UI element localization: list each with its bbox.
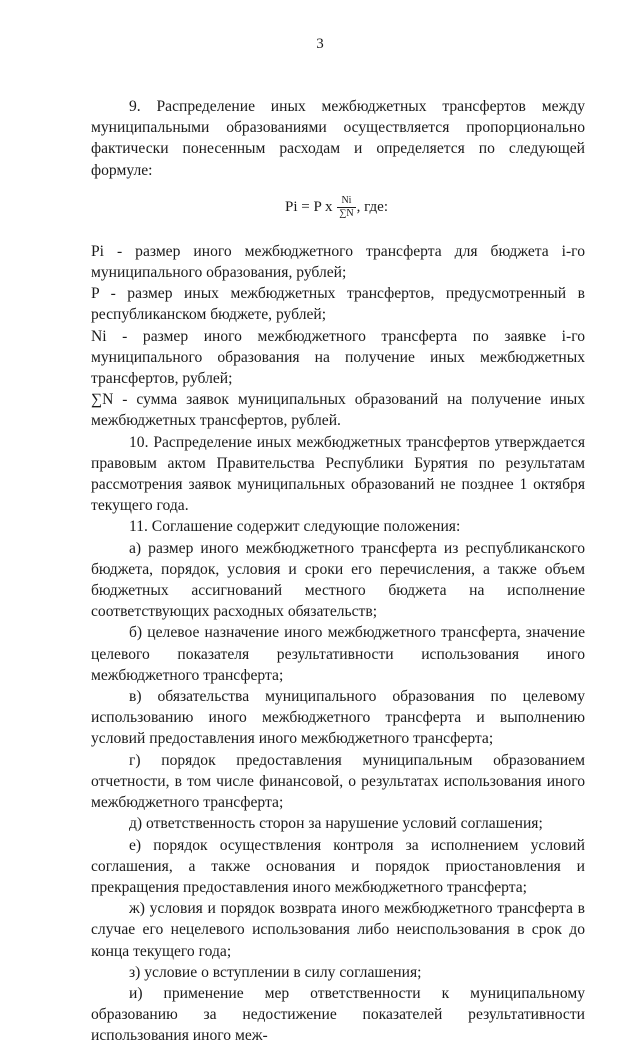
definition-sum-n: ∑N - сумма заявок муниципальных образований на получение иных межбюджетных трансфертов, рублей.: [91, 391, 585, 430]
formula-suffix: , где:: [356, 198, 388, 215]
formula-fraction: [337, 195, 355, 220]
list-item-b: б) целевое назначение иного межбюджетного трансферта, значение целевого показателя результативности использования иного межбюджетного трансферта;: [91, 624, 585, 684]
formula: [91, 181, 585, 241]
list-item-a: а) размер иного межбюджетного трансферта из республиканского бюджета, порядок, условия и сроки его перечисления, а также объем бюджетных ассигнований местного бюджета на исполнение соответствующих расходных обязательств;: [91, 539, 585, 621]
definition-pi: Pi - размер иного межбюджетного трансферта для бюджета i-го муниципального образования, рублей;: [91, 242, 585, 282]
document-body: [91, 96, 585, 1047]
paragraph-10: 10. Распределение иных межбюджетных трансфертов утверждается правовым актом Правительства Республики Бурятия по результатам рассмотрения заявок муниципальных образований не позднее 1 октября текущего года.: [91, 433, 585, 515]
definition-ni: Ni - размер иного межбюджетного трансферта по заявке i-го муниципального образования на получение иных межбюджетных трансфертов, рублей;: [91, 327, 585, 388]
list-item-z: з) условие о вступлении в силу соглашения;: [129, 963, 422, 981]
definition-p: P - размер иных межбюджетных трансфертов, предусмотренный в республиканском бюджете, рублей;: [91, 285, 585, 324]
formula-denominator: ∑N: [339, 207, 354, 219]
list-item-zh: ж) условия и порядок возврата иного межбюджетного трансферта в случае его нецелевого использования либо неиспользования в срок до конца текущего года;: [91, 900, 585, 960]
list-item-v: в) обязательства муниципального образования по целевому использованию иного межбюджетного трансферта и выполнению условий предоставления иного межбюджетного трансферта;: [91, 688, 585, 748]
list-item-i: и) применение мер ответственности к муниципальному образованию за недостижение показателей результативности использования иного меж-: [91, 984, 585, 1045]
list-item-d: д) ответственность сторон за нарушение условий соглашения;: [129, 815, 543, 833]
list-item-e: е) порядок осуществления контроля за исполнением условий соглашения, а также основания и порядок приостановления и прекращения предоставления иного межбюджетного трансферта;: [91, 836, 585, 896]
paragraph-11: 11. Соглашение содержит следующие положения:: [129, 518, 461, 536]
formula-left: Pi = P x: [285, 198, 333, 215]
list-item-g: г) порядок предоставления муниципальным образованием отчетности, в том числе финансовой, о результатах использования иного межбюджетного трансферта;: [91, 751, 585, 812]
formula-numerator: Ni: [337, 195, 355, 208]
page-number: 3: [316, 36, 324, 52]
paragraph-9: 9. Распределение иных межбюджетных трансфертов между муниципальными образованиями осуществляется пропорционально фактически понесенным расходам и определяется по следующей формуле:: [91, 98, 585, 179]
